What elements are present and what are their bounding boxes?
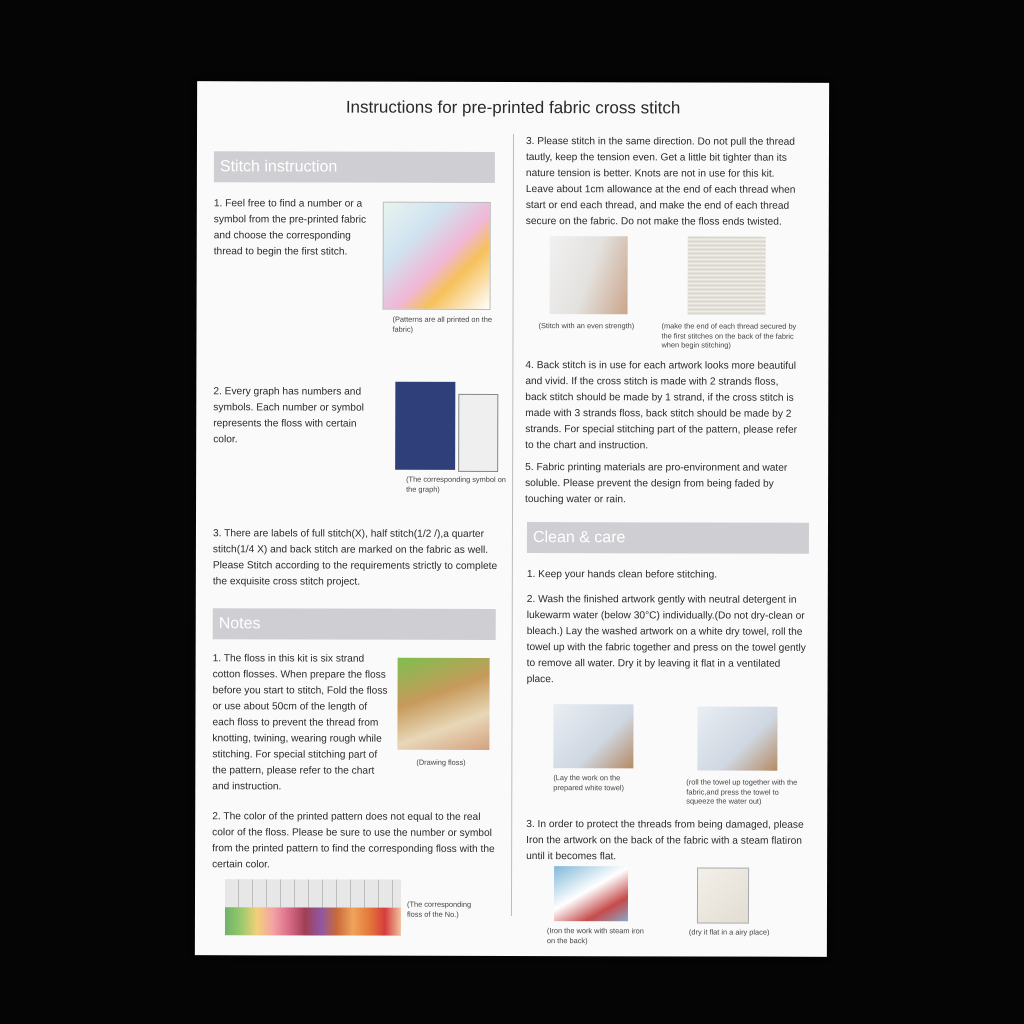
stitch-step-1: 1. Feel free to find a number or a symbol from the pre-printed fabric and choose the corresponding thread to begin the first stitch. (213, 198, 367, 258)
towel-lay-caption: (Lay the work on the prepared white towel) (553, 773, 624, 792)
pattern-caption: (Patterns are all printed on the fabric) (392, 314, 492, 334)
drawing-floss-caption: (Drawing floss) (416, 757, 466, 767)
stitch-step-4: 4. Back stitch is in use for each artwork looks more beautiful and vivid. If the cross stitch is made with 2 strands floss, back stitch should be made by 1 strand, if the cross stitch is made with 3 strands floss, back stitch should be made by 2 strands. For special stitching part of the pattern, please refer to the chart and instruction. (525, 360, 798, 452)
secure-thread-caption: (make the end of each thread secured by the first stitches on the back of the fabric when begin stitching) (661, 321, 797, 350)
page-title: Instructions for pre-printed fabric cross stitch (345, 97, 681, 118)
towel-roll-photo (697, 706, 777, 770)
pattern-photo (383, 202, 491, 310)
secure-thread-photo (688, 236, 766, 314)
section-header-stitch: Stitch instruction (214, 151, 495, 183)
graph-caption: (The corresponding symbol on the graph) (406, 474, 506, 494)
even-strength-caption: (Stitch with an even strength) (538, 321, 635, 331)
section-header-notes: Notes (213, 608, 496, 640)
care-item-1: 1. Keep your hands clean before stitching. (526, 569, 718, 581)
iron-caption: (Iron the work with steam iron on the back) (546, 926, 644, 945)
notes-item-1: 1. The floss in this kit is six strand cotton flosses. When prepare the floss before you start to stitch, Fold the floss or use about 50cm of the length of each floss to prevent the thread from knotting, twining, wearing rough while stitching. For special stitching part of the pattern, please refer to the chart and instruction. (212, 653, 388, 793)
floss-key-table (458, 394, 498, 472)
towel-roll-caption: (roll the towel up together with the fabric,and press the towel to squeeze the water out) (686, 777, 798, 806)
stitch-step-3: 3. There are labels of full stitch(X), half stitch(1/2 /),a quarter stitch(1/4 X) and back stitch are marked on the fabric as well. Please Stitch according to the requirements strictly to complete the exquisite cross stitch project. (212, 528, 498, 588)
floss-caption: (The corresponding floss of the No.) (406, 899, 472, 919)
stitch-step-2: 2. Every graph has numbers and symbols. Each number or symbol represents the floss with certain color. (213, 386, 364, 446)
column-divider (511, 134, 514, 916)
stitch-step-5: 5. Fabric printing materials are pro-environment and water soluble. Please prevent the design from being faded by touching water or rain. (525, 462, 788, 506)
notes-item-2: 2. The color of the printed pattern does not equal to the real color of the floss. Please be sure to use the number or symbol from the printed pattern to find the corresponding floss with the certain color. (212, 811, 495, 871)
iron-photo (554, 866, 628, 921)
instruction-sheet (195, 81, 829, 957)
dry-flat-caption: (dry it flat in a airy place) (688, 927, 770, 937)
stitch-step-3b: 3. Please stitch in the same direction. Do not pull the thread tautly, keep the tension even. Get a little bit tighter than its nature tension is better. Knots are not in use for this kit. Leave about 1cm allowance at the end of each thread when start or end each thread, and make the end of each thread secure on the fabric. Do not make the floss ends twisted. (525, 136, 796, 228)
section-header-clean: Clean & care (527, 522, 809, 554)
floss-skeins (225, 907, 401, 935)
floss-swatch-image (225, 879, 401, 935)
care-item-3: 3. In order to protect the threads from being damaged, please Iron the artwork on the back of the fabric with a steam flatiron until it becomes flat. (526, 819, 804, 863)
drawing-floss-photo (397, 658, 489, 750)
floss-number-row (225, 879, 401, 907)
care-item-2: 2. Wash the finished artwork gently with neutral detergent in lukewarm water (below 30°C) individually.(Do not dry-clean or bleach.) Lay the washed artwork on a white dry towel, roll the towel up with the fabric together and press on the towel gently to remove all water. Dry it by leaving it flat in a ventilated place. (526, 594, 806, 686)
symbol-graph-image (395, 382, 455, 470)
even-strength-photo (550, 236, 628, 314)
towel-lay-photo (553, 704, 633, 768)
dry-flat-photo (697, 867, 749, 923)
